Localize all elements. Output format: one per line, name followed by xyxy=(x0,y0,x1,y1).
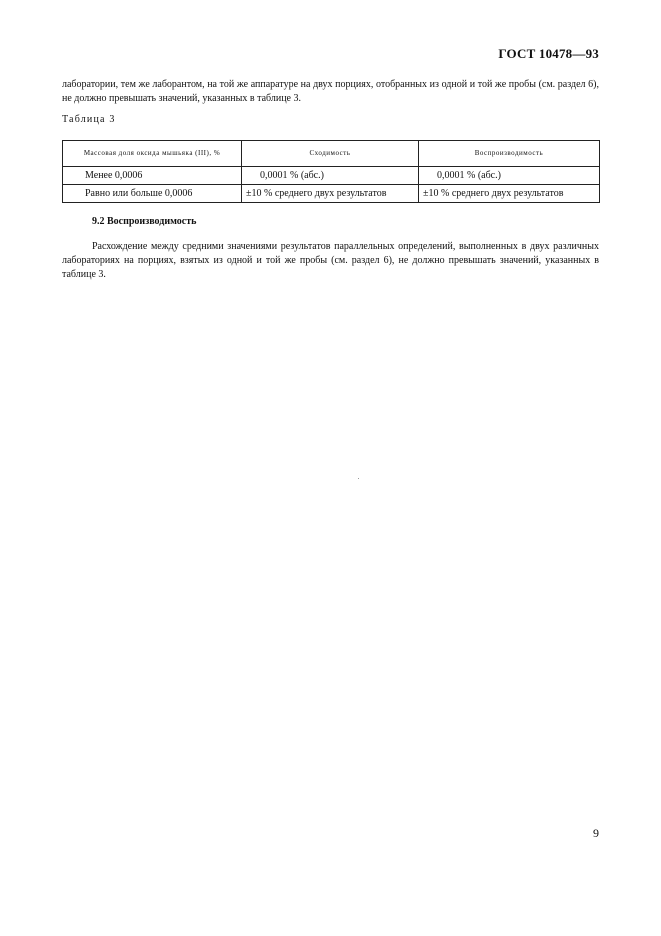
table-cell: Менее 0,0006 xyxy=(63,167,242,185)
paragraph-continuation: лаборатории, тем же лаборантом, на той же аппаратуре на двух порциях, отобранных из одной и той же пробы (см. раздел 6), не должно превышать значений, указанных в таблице 3. xyxy=(62,79,599,104)
section-title: 9.2 Воспроизводимость xyxy=(92,216,197,227)
table-caption: Таблица 3 xyxy=(62,114,116,125)
table-row xyxy=(63,167,600,185)
table-cell: 0,0001 % (абс.) xyxy=(242,167,419,185)
document-number: ГОСТ 10478—93 xyxy=(498,46,599,61)
table-row xyxy=(63,185,600,203)
table-cell: Равно или больше 0,0006 xyxy=(63,185,242,203)
table-cell: ±10 % среднего двух результатов xyxy=(419,185,600,203)
table-header-row xyxy=(63,141,600,167)
table-cell: ±10 % среднего двух результатов xyxy=(242,185,419,203)
page-number: 9 xyxy=(593,826,599,840)
table-header-cell: Сходимость xyxy=(242,141,419,167)
scan-speck xyxy=(358,478,359,479)
section-paragraph: Расхождение между средними значениями результатов параллельных определений, выполненных в двух различных лабораториях на порциях, взятых из одной и той же пробы (см. раздел 6), не должно превышать значений, указанных в таблице 3. xyxy=(62,241,599,280)
table-cell: 0,0001 % (абс.) xyxy=(419,167,600,185)
table-header-cell: Воспроизводимость xyxy=(419,141,600,167)
table-header-cell: Массовая доля оксида мышьяка (III), % xyxy=(63,141,242,167)
table-3 xyxy=(62,140,600,203)
